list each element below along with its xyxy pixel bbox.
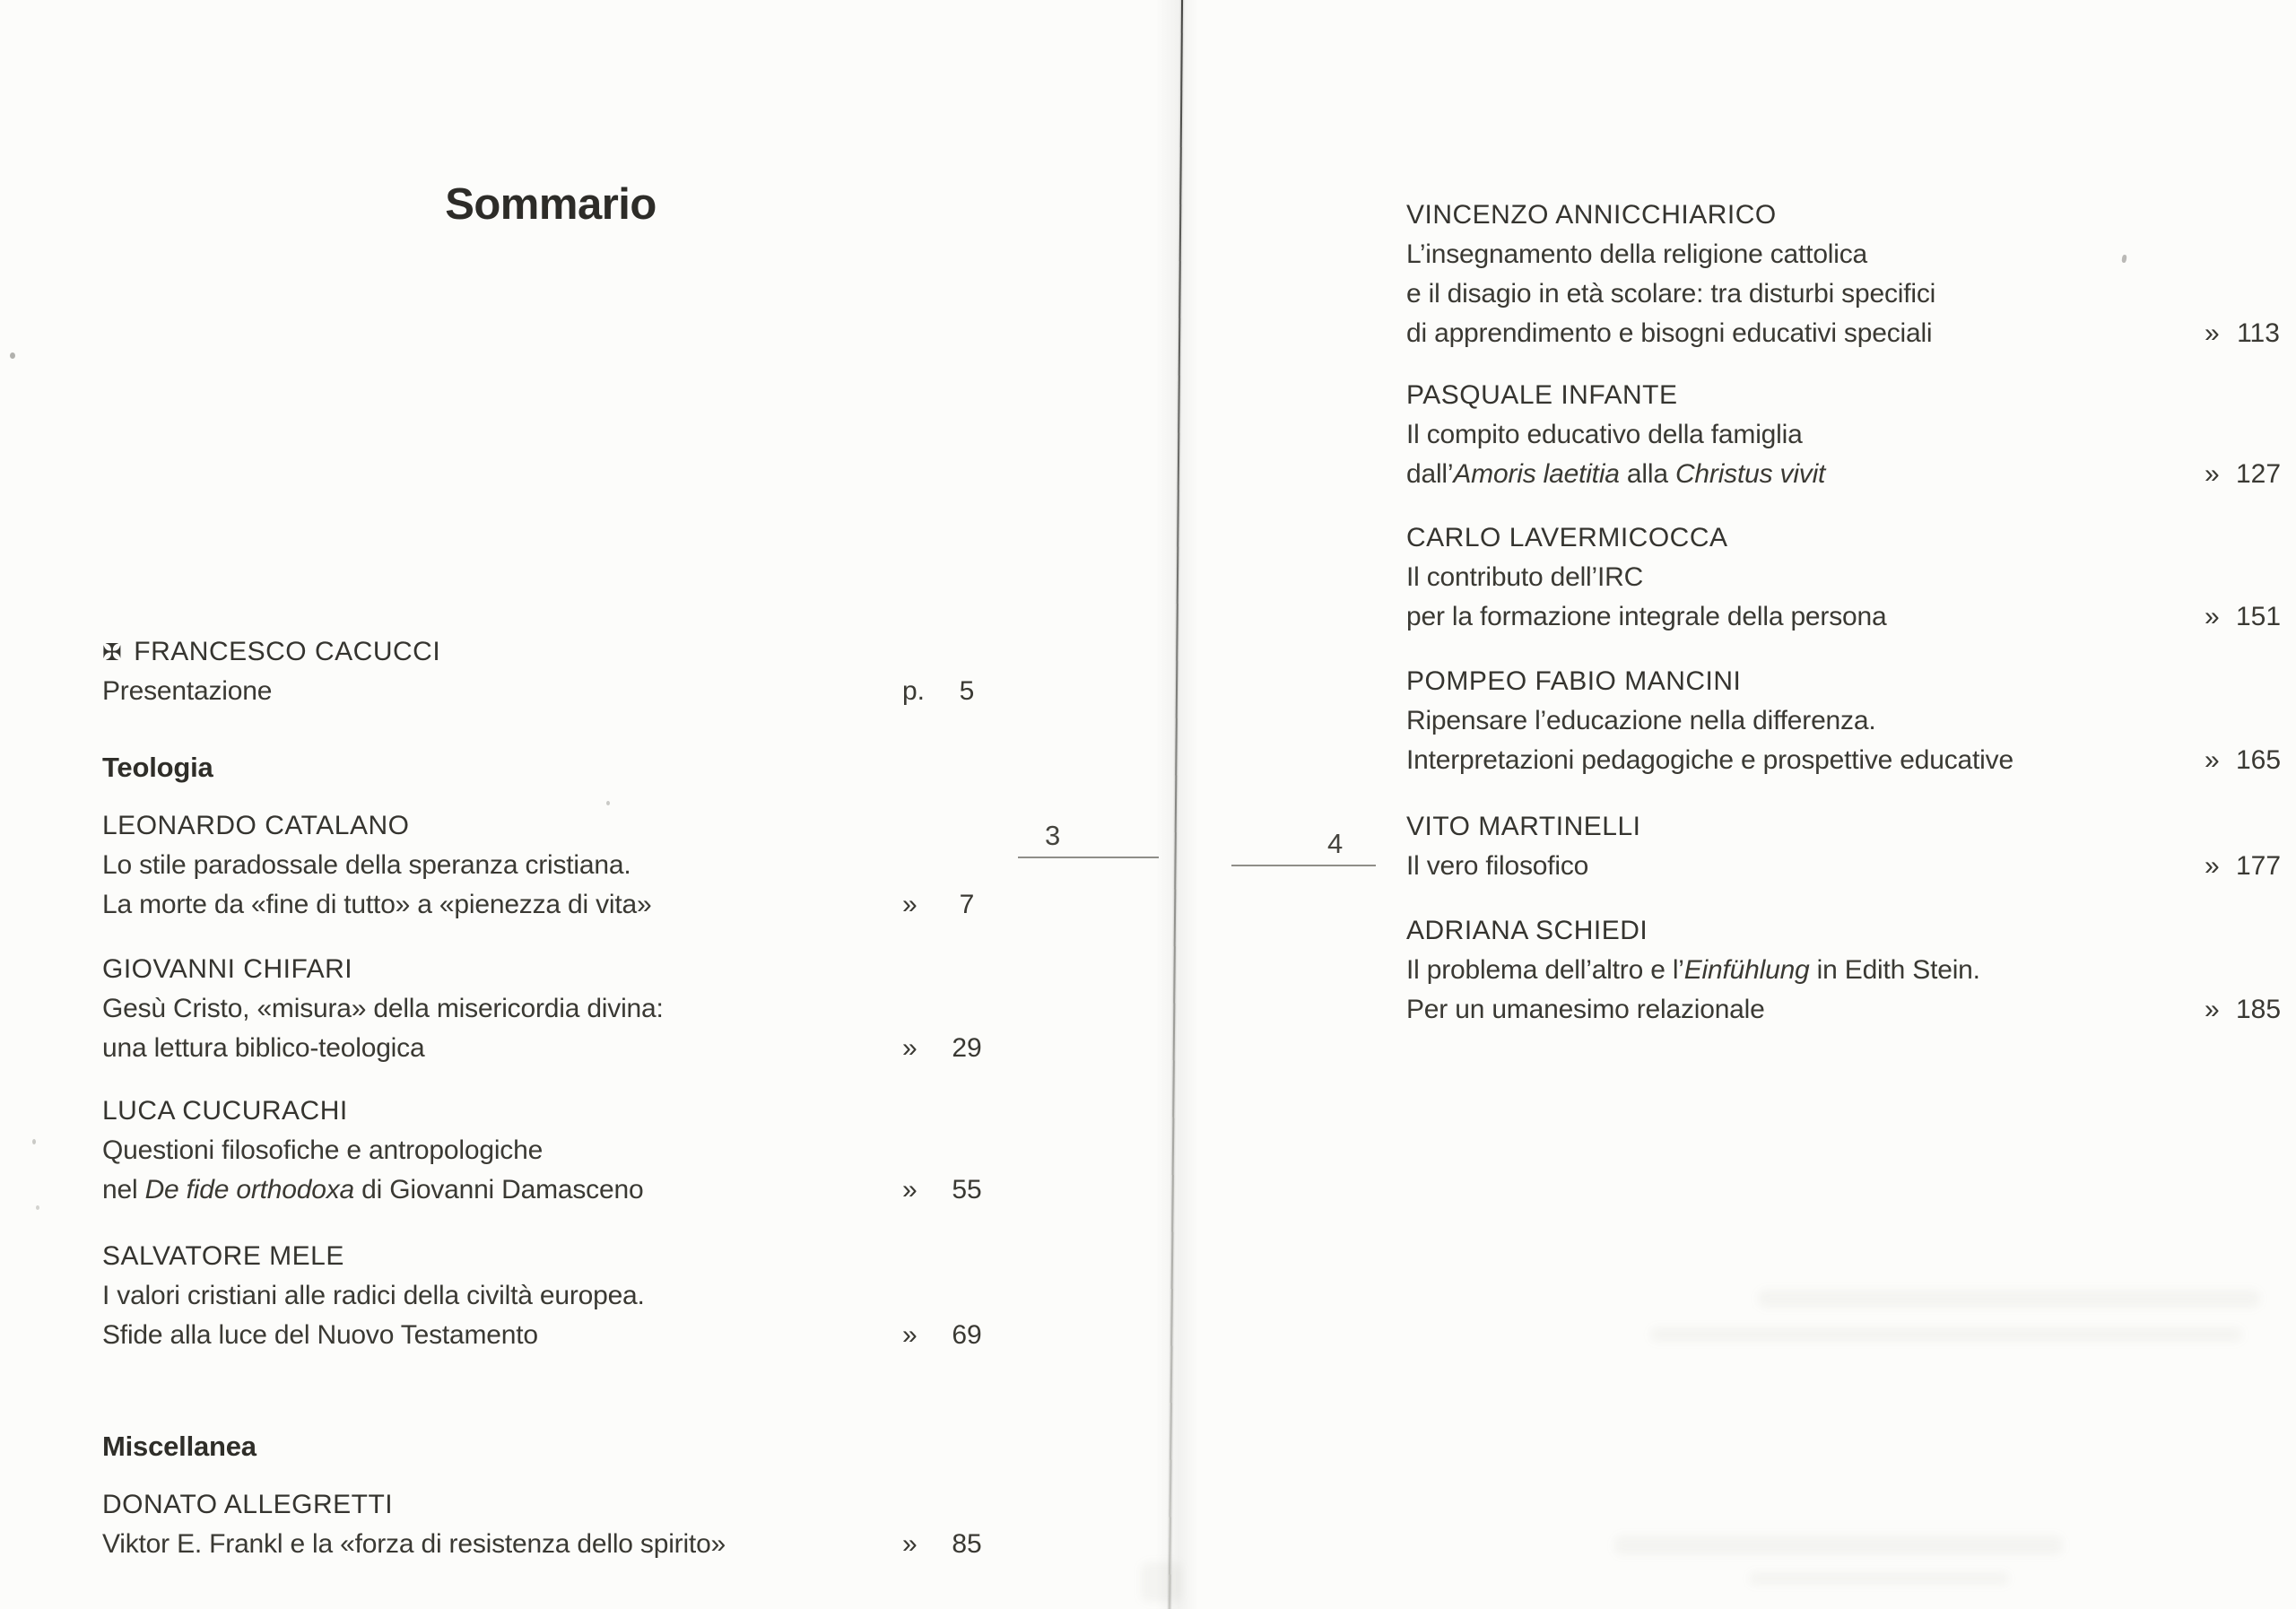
author-name: CARLO LAVERMICOCCA (1406, 523, 1728, 552)
page-number: 151 (2235, 602, 2282, 631)
episcopal-cross-icon: ✠ (102, 639, 123, 665)
author-name: LUCA CUCURACHI (102, 1096, 348, 1126)
toc-title: Sommario (445, 180, 657, 229)
author-line (1406, 662, 2296, 701)
ditto-mark: » (2205, 851, 2220, 881)
author-name: ADRIANA SCHIEDI (1406, 916, 1648, 945)
page-number: 177 (2235, 851, 2282, 881)
page-ref (2205, 990, 2283, 1030)
title-line: Il contributo dell’IRC (1406, 562, 1644, 592)
page-number: 55 (952, 1175, 982, 1205)
title-line: Lo stile paradossale della speranza cristiana. (102, 850, 631, 880)
title-line: Per un umanesimo relazionale (1406, 995, 1765, 1024)
toc-entry (1406, 518, 2296, 637)
author-line (1406, 518, 2296, 558)
author-name: SALVATORE MELE (102, 1241, 344, 1271)
title-line: di apprendimento e bisogni educativi speciali (1406, 318, 1933, 348)
author-name: VINCENZO ANNICCHIARICO (1406, 200, 1777, 230)
page-number: 185 (2235, 995, 2282, 1024)
title-line: I valori cristiani alle radici della civiltà europea. (102, 1281, 645, 1310)
ditto-mark: » (902, 1175, 918, 1205)
work-title-italic: De fide orthodoxa (144, 1175, 354, 1205)
author-line (1406, 911, 2296, 951)
page-number: 69 (952, 1320, 982, 1350)
section-heading-teologia: Teologia (102, 752, 213, 783)
ditto-mark: » (902, 890, 918, 919)
page-number: 7 (959, 890, 975, 919)
title-line: Viktor E. Frankl e la «forza di resistenza dello spirito» (102, 1529, 726, 1559)
ditto-mark: » (2205, 745, 2220, 775)
ditto-mark: » (902, 1320, 918, 1350)
ditto-mark: » (902, 1529, 918, 1559)
ditto-mark: » (2205, 602, 2220, 631)
page-number: 127 (2235, 459, 2282, 489)
author-line (1406, 376, 2296, 415)
title-line: Il problema dell’altro e l’Einfühlung in Edith Stein. (1406, 955, 1980, 985)
title-line: e il disagio in età scolare: tra disturbi specifici (1406, 279, 1936, 309)
folio-number-right: 4 (1327, 828, 1344, 859)
page-ref (2205, 455, 2283, 494)
ditto-mark: » (2205, 995, 2220, 1024)
title-line: Il compito educativo della famiglia (1406, 420, 1803, 449)
page-ref (2205, 847, 2283, 886)
title-line: per la formazione integrale della persona (1406, 602, 1887, 631)
page-ref (2205, 314, 2283, 353)
title-line: Sfide alla luce del Nuovo Testamento (102, 1320, 538, 1350)
show-through-ghost (1749, 1572, 2009, 1585)
title-line: Gesù Cristo, «misura» della misericordia divina: (102, 994, 664, 1023)
author-name: PASQUALE INFANTE (1406, 380, 1678, 410)
author-name: FRANCESCO CACUCCI (134, 637, 441, 666)
show-through-ghost (1141, 1562, 1182, 1602)
title-line: Presentazione (102, 676, 273, 706)
page-number: 165 (2235, 745, 2282, 775)
folio-number-left: 3 (1045, 820, 1061, 851)
work-title-italic: Christus vivit (1674, 459, 1826, 489)
page-number: 5 (959, 676, 975, 706)
title-line: La morte da «fine di tutto» a «pienezza di vita» (102, 890, 652, 919)
title-line: Ripensare l’educazione nella differenza. (1406, 706, 1876, 735)
ink-speck (10, 352, 15, 359)
show-through-ghost (1758, 1290, 2260, 1308)
page-ref (2205, 597, 2283, 637)
ditto-mark: » (2205, 459, 2220, 489)
author-name: VITO MARTINELLI (1406, 812, 1641, 841)
title-line: dall’Amoris laetitia alla Christus vivit (1406, 459, 1826, 489)
work-title-italic: Einfühlung (1683, 955, 1810, 985)
folio-rule-right (1231, 826, 1376, 866)
toc-entry (1406, 662, 2296, 780)
toc-entry (1406, 376, 2296, 494)
page-ref (2205, 741, 2283, 780)
author-name: POMPEO FABIO MANCINI (1406, 666, 1742, 696)
author-line (1406, 196, 2296, 235)
author-name: LEONARDO CATALANO (102, 811, 410, 840)
toc-entry (1406, 196, 2296, 353)
author-name: GIOVANNI CHIFARI (102, 954, 353, 984)
page-number: 29 (952, 1033, 982, 1063)
page-number: 113 (2237, 318, 2280, 348)
page-number: 85 (952, 1529, 982, 1559)
title-line: L’insegnamento della religione cattolica (1406, 239, 1868, 269)
toc-entry (1406, 807, 2296, 886)
title-line: Interpretazioni pedagogiche e prospettive educative (1406, 745, 2013, 775)
ink-speck (32, 1139, 36, 1144)
ink-speck (36, 1205, 39, 1210)
ditto-mark: » (2205, 318, 2220, 348)
title-line: Il vero filosofico (1406, 851, 1589, 881)
page-abbrev: p. (902, 676, 926, 706)
show-through-ghost (1650, 1327, 2242, 1342)
section-heading-miscellanea: Miscellanea (102, 1431, 257, 1462)
author-line (1406, 807, 2296, 847)
title-line: nel De fide orthodoxa di Giovanni Damasceno (102, 1175, 644, 1205)
author-name: DONATO ALLEGRETTI (102, 1490, 394, 1519)
ink-speck (606, 801, 610, 805)
toc-entry (1406, 911, 2296, 1030)
work-title-italic: Amoris laetitia (1453, 459, 1620, 489)
ditto-mark: » (902, 1033, 918, 1063)
title-line: una lettura biblico-teologica (102, 1033, 425, 1063)
show-through-ghost (1614, 1535, 2063, 1555)
title-line: Questioni filosofiche e antropologiche (102, 1135, 544, 1165)
